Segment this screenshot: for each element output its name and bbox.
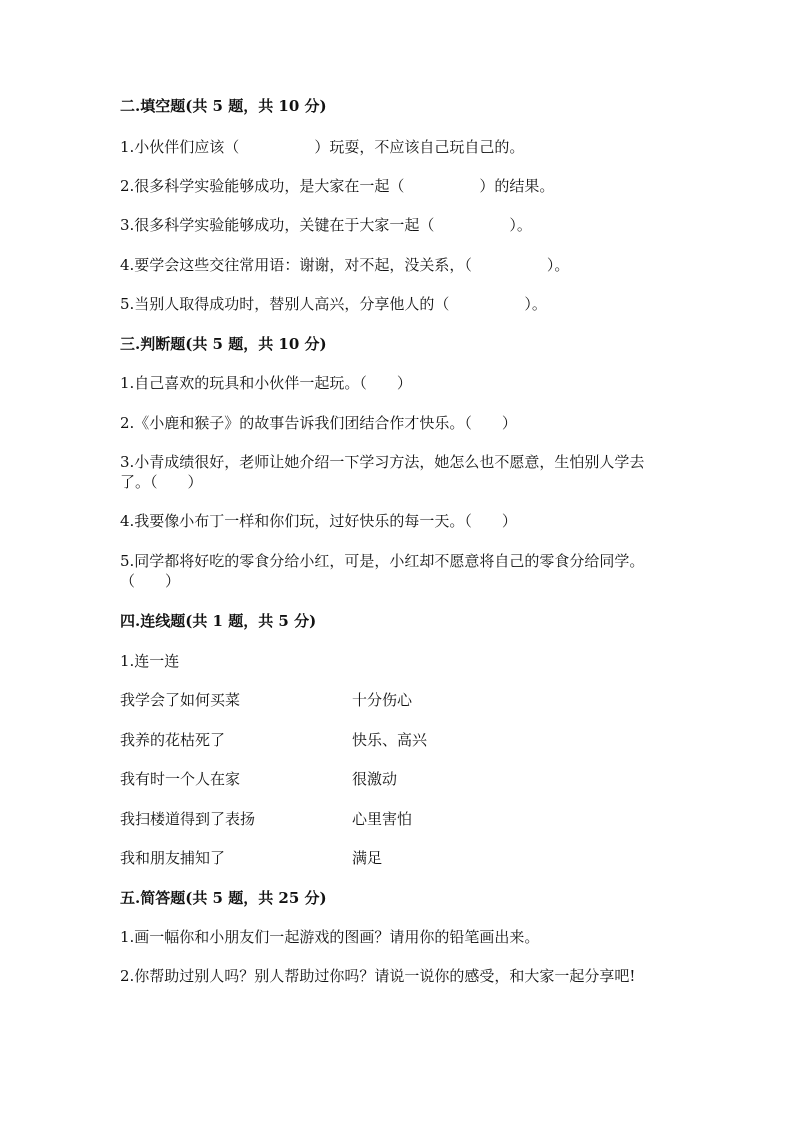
match-right-item: 满足 [352, 849, 383, 867]
match-left-item: 我学会了如何买菜 [120, 691, 241, 709]
match-right-item: 十分伤心 [352, 691, 413, 709]
section-heading-match: 四.连线题(共 1 题，共 5 分) [120, 612, 317, 630]
section-heading-fill: 二.填空题(共 5 题，共 10 分) [120, 97, 327, 115]
match-right-item: 心里害怕 [352, 810, 413, 828]
short-question-2: 2.你帮助过别人吗？别人帮助过你吗？请说一说你的感受，和大家一起分享吧! [120, 967, 636, 985]
judge-question-5: 5.同学都将好吃的零食分给小红，可是，小红却不愿意将自己的零食分给同学。（ ） [120, 552, 645, 590]
match-left-item: 我和朋友捕知了 [120, 849, 226, 867]
match-left-item: 我养的花枯死了 [120, 731, 226, 749]
fill-question-4: 4.要学会这些交往常用语：谢谢，对不起，没关系，（ ）。 [120, 256, 570, 274]
short-question-1: 1.画一幅你和小朋友们一起游戏的图画？请用你的铅笔画出来。 [120, 928, 540, 946]
match-left-item: 我扫楼道得到了表扬 [120, 810, 256, 828]
judge-question-3: 3.小青成绩很好，老师让她介绍一下学习方法，她怎么也不愿意，生怕别人学去了。（ ） [120, 453, 645, 491]
judge-question-1: 1.自己喜欢的玩具和小伙伴一起玩。（ ） [120, 374, 412, 392]
fill-question-3: 3.很多科学实验能够成功，关键在于大家一起（ ）。 [120, 216, 532, 234]
fill-question-1: 1.小伙伴们应该（ ）玩耍，不应该自己玩自己的。 [120, 138, 525, 156]
judge-question-2: 2.《小鹿和猴子》的故事告诉我们团结合作才快乐。（ ） [120, 414, 517, 432]
judge-question-4: 4.我要像小布丁一样和你们玩，过好快乐的每一天。（ ） [120, 512, 517, 530]
match-right-item: 很激动 [352, 770, 398, 788]
match-prompt: 1.连一连 [120, 652, 180, 670]
fill-question-2: 2.很多科学实验能够成功，是大家在一起（ ）的结果。 [120, 177, 555, 195]
section-heading-judge: 三.判断题(共 5 题，共 10 分) [120, 335, 327, 353]
match-right-item: 快乐、高兴 [352, 731, 428, 749]
section-heading-short: 五.简答题(共 5 题，共 25 分) [120, 889, 327, 907]
fill-question-5: 5.当别人取得成功时，替别人高兴，分享他人的（ ）。 [120, 295, 547, 313]
match-left-item: 我有时一个人在家 [120, 770, 241, 788]
